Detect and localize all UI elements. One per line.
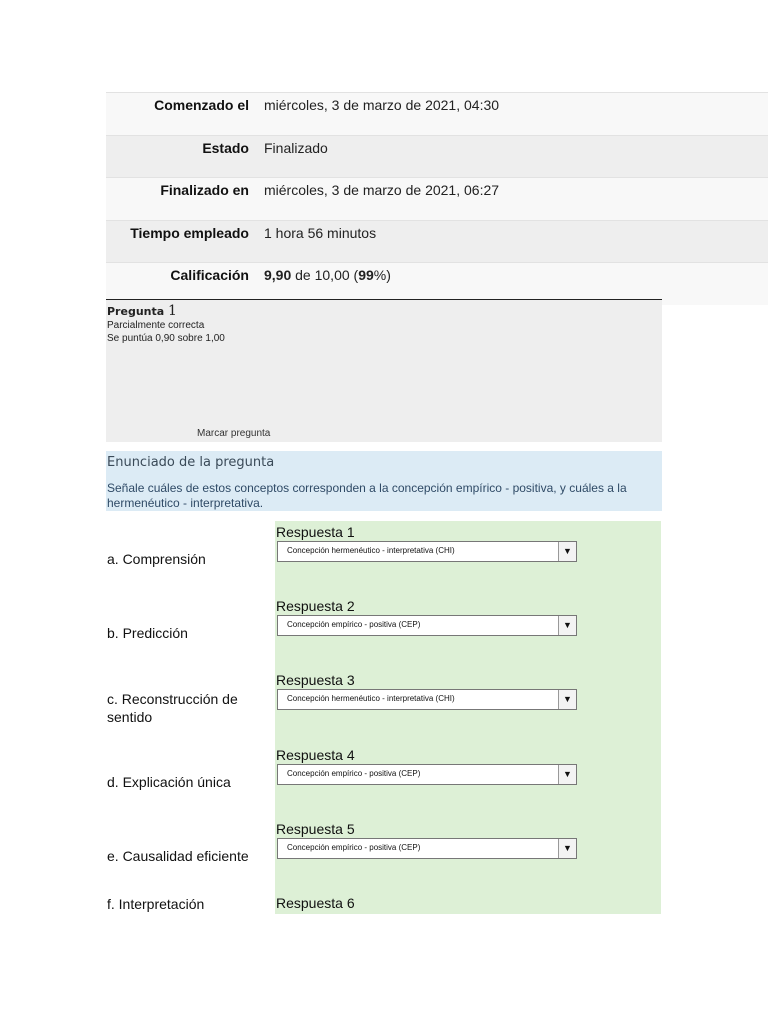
grade-value	[249, 263, 391, 283]
question-info-block	[106, 299, 662, 442]
grade-text: de 10,00 (	[291, 267, 359, 283]
answer-option: e. Causalidad eficiente	[107, 848, 249, 864]
answer-option: f. Interpretación	[107, 896, 205, 912]
answer-select-3[interactable]	[277, 689, 577, 710]
summary-label: Tiempo empleado	[130, 224, 249, 241]
question-number-value: 1	[168, 303, 177, 319]
attempt-summary-table	[106, 92, 768, 305]
prompt-text: Señale cuáles de estos conceptos corresponden a la concepción empírico - positiva, y cuáles a la hermenéutico - interpretativa.	[107, 481, 627, 510]
answer-label: Respuesta 6	[276, 895, 355, 911]
summary-label: Calificación	[170, 267, 249, 283]
summary-row-state	[106, 135, 768, 178]
summary-label: Finalizado en	[160, 182, 249, 198]
summary-row-time-taken	[106, 220, 768, 263]
question-state: Parcialmente correcta	[107, 320, 205, 331]
triangle-down-icon[interactable]: ▼	[558, 690, 576, 709]
question-number	[107, 303, 177, 319]
summary-row-started	[106, 92, 768, 135]
grade-end: %)	[373, 267, 391, 283]
prompt-title: Enunciado de la pregunta	[107, 455, 275, 470]
answer-select-2[interactable]	[277, 615, 577, 636]
grade-percent: 99	[358, 267, 374, 283]
select-value: Concepción empírico - positiva (CEP)	[287, 769, 421, 778]
answer-label: Respuesta 1	[276, 524, 355, 540]
answer-label: Respuesta 3	[276, 672, 355, 688]
triangle-down-icon[interactable]: ▼	[558, 765, 576, 784]
flag-question-link[interactable]: Marcar pregunta	[197, 428, 271, 439]
answer-label: Respuesta 4	[276, 747, 355, 763]
select-value: Concepción empírico - positiva (CEP)	[287, 843, 421, 852]
select-value: Concepción hermenéutico - interpretativa (CHI)	[287, 694, 455, 703]
summary-row-finished	[106, 177, 768, 220]
answer-option: d. Explicación única	[107, 774, 231, 790]
question-prompt	[106, 451, 662, 511]
summary-value: miércoles, 3 de marzo de 2021, 06:27	[264, 182, 500, 198]
answer-option: b. Predicción	[107, 625, 188, 641]
answer-option: a. Comprensión	[107, 551, 206, 567]
summary-value: miércoles, 3 de marzo de 2021, 04:30	[264, 97, 500, 113]
question-prefix: Pregunta	[107, 305, 165, 318]
answer-label: Respuesta 2	[276, 598, 355, 614]
triangle-down-icon[interactable]: ▼	[558, 542, 576, 561]
summary-value: Finalizado	[264, 139, 328, 156]
answer-option: c. Reconstrucción de sentido	[107, 691, 238, 725]
answer-select-1[interactable]	[277, 541, 577, 562]
summary-label: Comenzado el	[154, 97, 249, 113]
answer-select-4[interactable]	[277, 764, 577, 785]
select-value: Concepción empírico - positiva (CEP)	[287, 620, 421, 629]
summary-label: Estado	[202, 139, 249, 156]
answers-area	[106, 521, 662, 914]
answer-label: Respuesta 5	[276, 821, 355, 837]
summary-value: 1 hora 56 minutos	[264, 224, 377, 241]
triangle-down-icon[interactable]: ▼	[558, 616, 576, 635]
answer-select-5[interactable]	[277, 838, 577, 859]
triangle-down-icon[interactable]: ▼	[558, 839, 576, 858]
question-grade: Se puntúa 0,90 sobre 1,00	[107, 333, 225, 344]
select-value: Concepción hermenéutico - interpretativa (CHI)	[287, 546, 455, 555]
grade-score: 9,90	[264, 267, 292, 283]
